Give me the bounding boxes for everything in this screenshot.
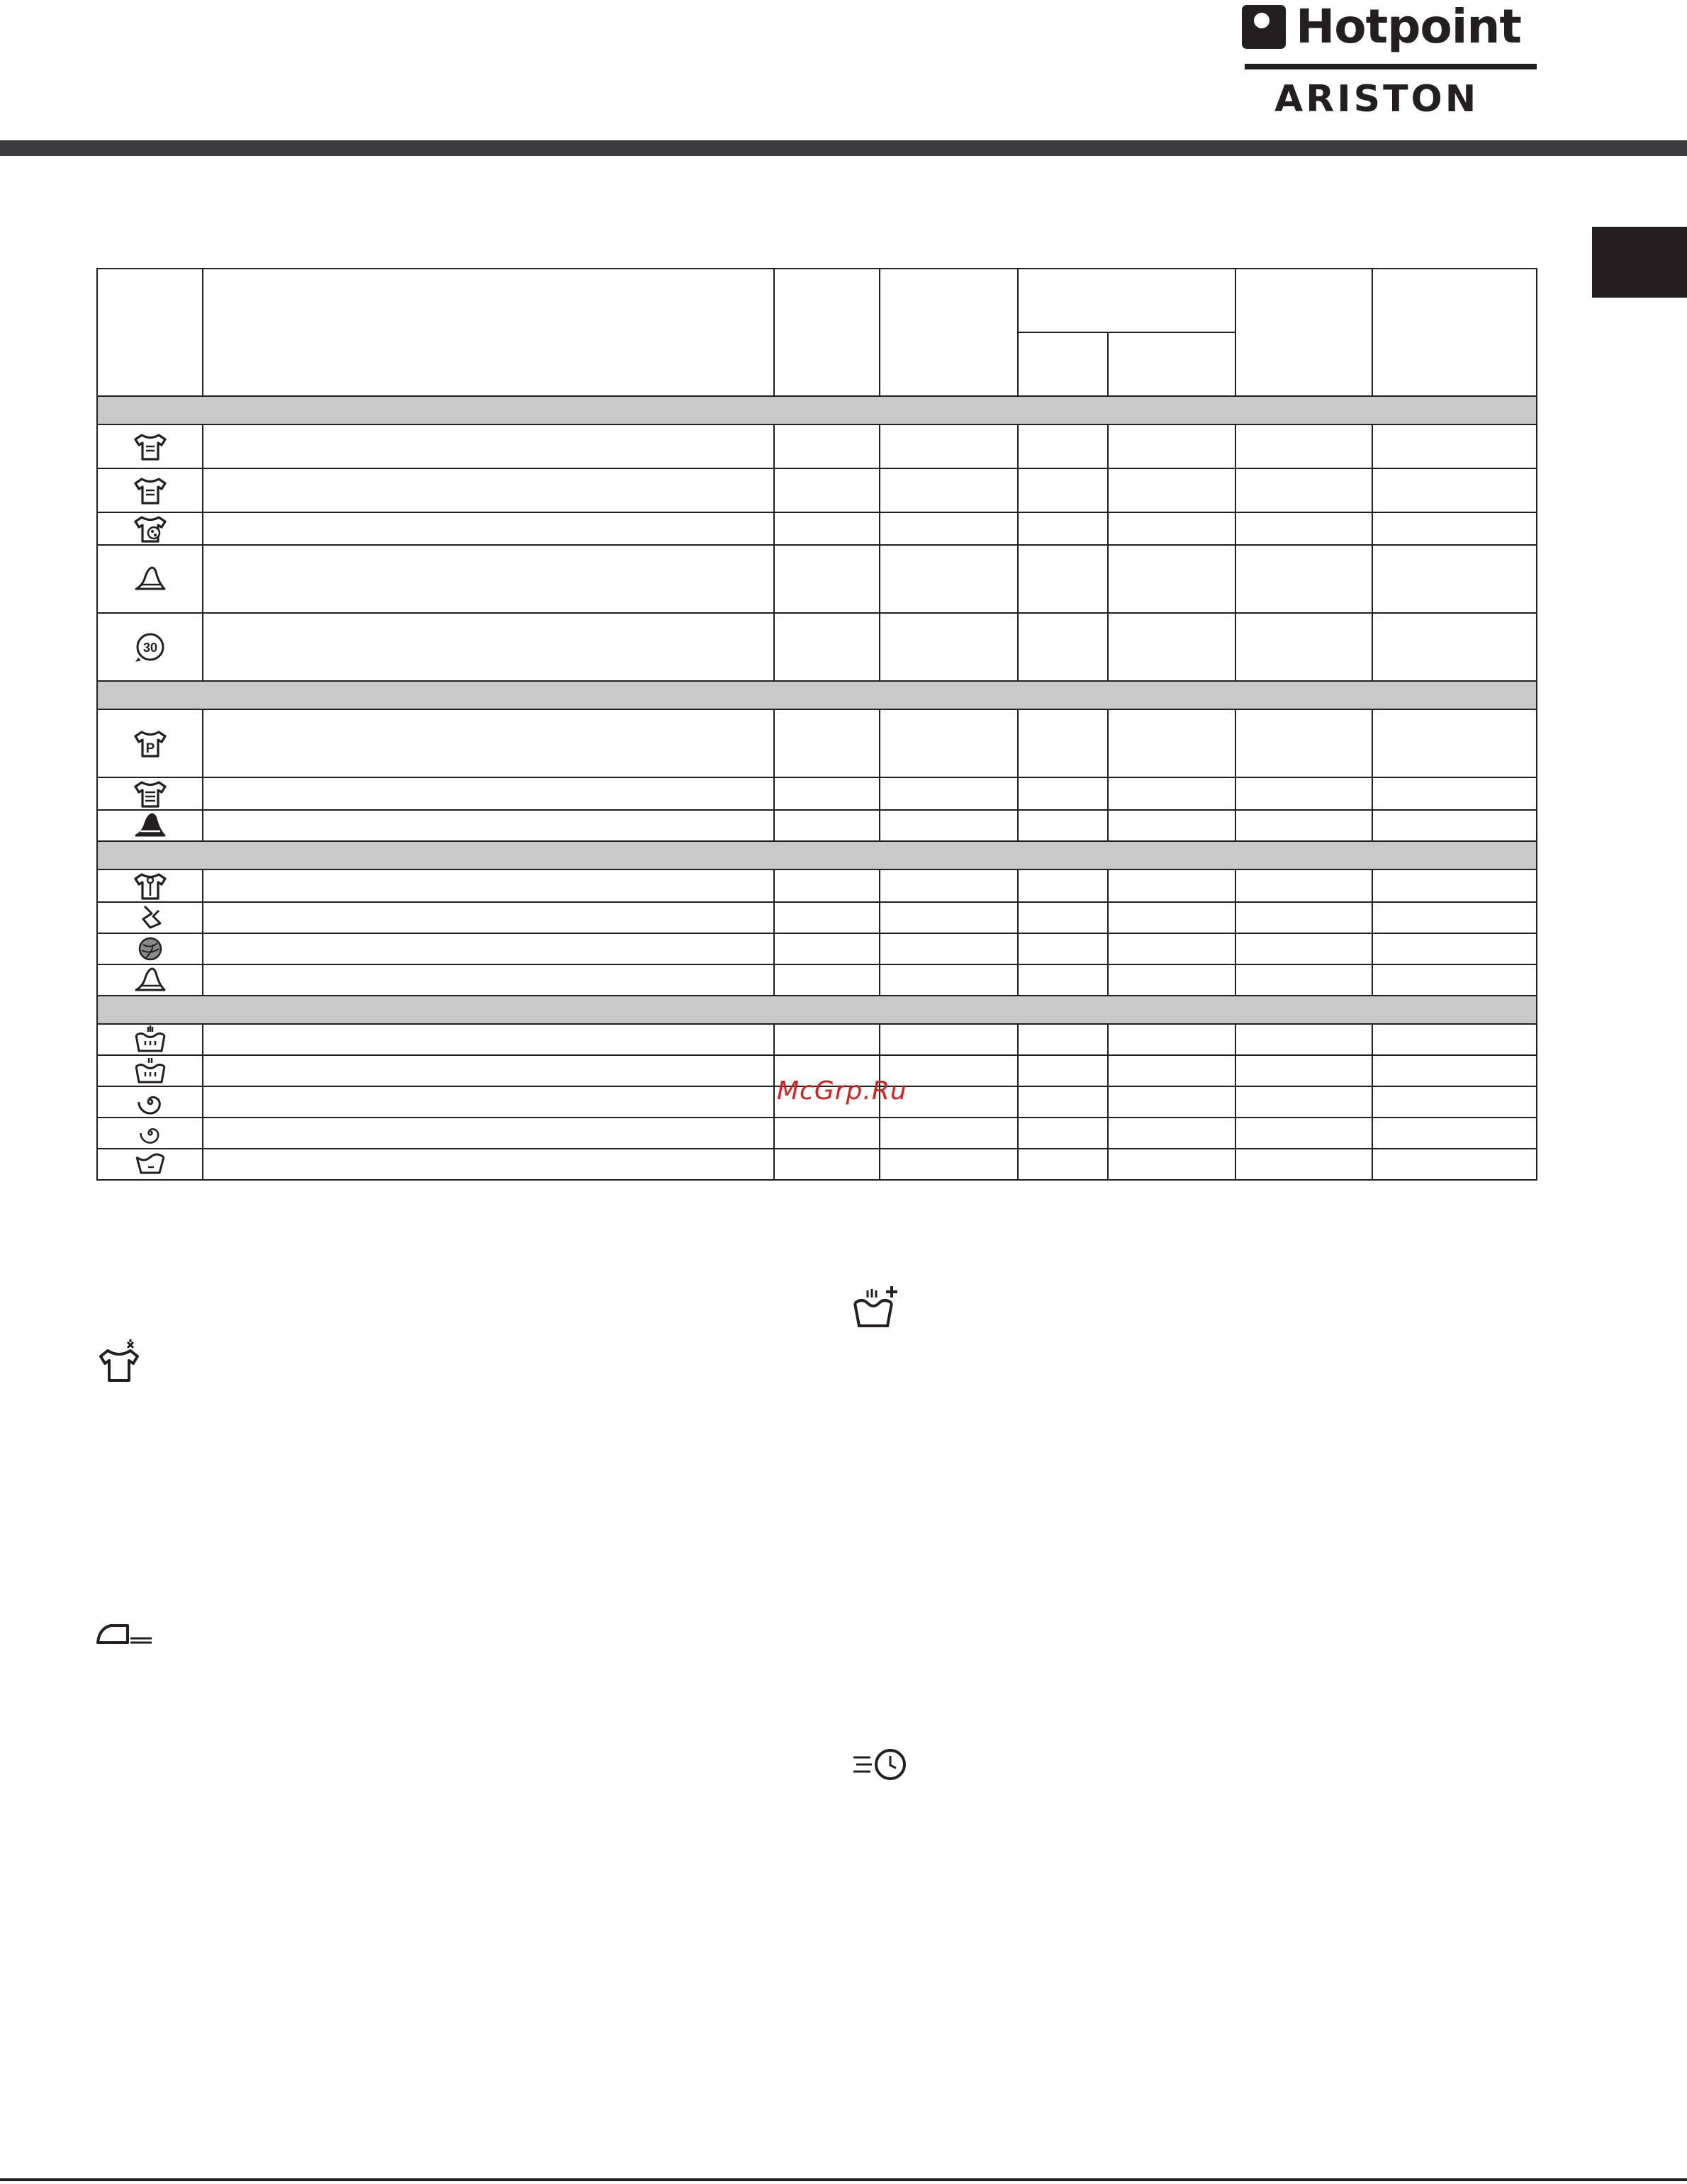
programme-icon-cell (97, 1055, 203, 1086)
section-header-3 (97, 841, 1537, 869)
table-cell (203, 810, 774, 841)
programme-icon-cell (97, 1024, 203, 1055)
table-row (97, 1149, 1537, 1180)
rinse-tub-light-icon (98, 1057, 202, 1085)
table-cell (1372, 613, 1537, 681)
synthetic-bell-dark-icon (98, 811, 202, 840)
rinse-tub-icon (98, 1025, 202, 1054)
table-cell (1235, 964, 1372, 996)
svg-text:30: 30 (142, 641, 157, 655)
table-cell (1372, 424, 1537, 468)
table-cell (203, 424, 774, 468)
header-cell (774, 269, 880, 396)
table-cell (1235, 613, 1372, 681)
table-cell (1372, 933, 1537, 964)
table-row (97, 709, 1537, 777)
table-cell (880, 964, 1018, 996)
table-cell (880, 777, 1018, 810)
table-cell (774, 468, 880, 512)
programme-icon-cell (97, 1118, 203, 1149)
table-cell (1018, 709, 1108, 777)
table-row (97, 613, 1537, 681)
table-cell (1018, 1149, 1108, 1180)
programme-icon-cell (97, 964, 203, 996)
table-cell (880, 1024, 1018, 1055)
table-cell (774, 810, 880, 841)
table-row (97, 1118, 1537, 1149)
spin-spiral-icon (98, 1088, 202, 1115)
svg-text:P: P (145, 741, 155, 756)
spin-spiral-small-icon (98, 1122, 202, 1144)
table-cell (203, 468, 774, 512)
table-cell (1235, 424, 1372, 468)
table-cell (1235, 1086, 1372, 1118)
table-cell (203, 869, 774, 902)
coloured-shirt-icon (98, 513, 202, 544)
brand-logo (1242, 0, 1537, 120)
delicates-icon (98, 904, 202, 932)
table-cell (203, 1118, 774, 1149)
table-cell (880, 869, 1018, 902)
table-cell (880, 709, 1018, 777)
table-cell (774, 1118, 880, 1149)
quick-30-icon (98, 631, 202, 663)
table-cell (1372, 964, 1537, 996)
table-cell (203, 709, 774, 777)
table-cell (880, 810, 1018, 841)
table-cell (1235, 709, 1372, 777)
table-cell (1018, 810, 1108, 841)
table-cell (1018, 902, 1108, 933)
table-cell (1018, 1024, 1108, 1055)
programme-icon-cell (97, 1149, 203, 1180)
section-header-cell (97, 841, 1537, 869)
table-row (97, 1024, 1537, 1055)
easy-iron-icon (95, 1621, 155, 1650)
table-cell (1235, 468, 1372, 512)
table-cell (1235, 1055, 1372, 1086)
table-cell (880, 545, 1018, 613)
cotton-shirt-icon (98, 431, 202, 462)
table-cell (1108, 869, 1235, 902)
brand-mark-icon (1242, 5, 1286, 49)
table-cell (203, 933, 774, 964)
table-cell (1108, 777, 1235, 810)
table-cell (1235, 1149, 1372, 1180)
table-cell (774, 613, 880, 681)
table-cell (203, 613, 774, 681)
programme-icon-cell (97, 468, 203, 512)
table-cell (1372, 1086, 1537, 1118)
table-cell (774, 964, 880, 996)
programme-icon-cell (97, 810, 203, 841)
table-cell (880, 1118, 1018, 1149)
section-header-1 (97, 396, 1537, 424)
table-cell (880, 1149, 1018, 1180)
table-cell (203, 1024, 774, 1055)
programmes-table (96, 268, 1537, 1181)
programme-icon-cell (97, 1086, 203, 1118)
table-cell (1108, 709, 1235, 777)
table-cell (1018, 424, 1108, 468)
header-cell (1018, 332, 1108, 396)
table-cell (1108, 613, 1235, 681)
table-cell (1018, 545, 1108, 613)
table-cell (880, 424, 1018, 468)
table-cell (1108, 545, 1235, 613)
cotton-shirt-icon (98, 475, 202, 506)
programme-icon-cell (97, 933, 203, 964)
table-cell (1372, 902, 1537, 933)
table-cell (1372, 545, 1537, 613)
table-cell (1108, 1086, 1235, 1118)
table-row (97, 902, 1537, 933)
table-cell (774, 545, 880, 613)
table-cell (1018, 933, 1108, 964)
table-cell (203, 1149, 774, 1180)
table-cell (774, 709, 880, 777)
table-cell (203, 964, 774, 996)
table-body (97, 396, 1537, 1180)
table-row (97, 545, 1537, 613)
brand-top (1242, 1, 1521, 52)
table-cell (1018, 964, 1108, 996)
table-cell (203, 902, 774, 933)
table-cell (1235, 777, 1372, 810)
table-cell (1235, 1024, 1372, 1055)
table-cell (880, 512, 1018, 545)
table-cell (774, 424, 880, 468)
table-cell (1108, 810, 1235, 841)
header-cell (1235, 269, 1372, 396)
table-row (97, 869, 1537, 902)
table-cell (1372, 1118, 1537, 1149)
header-cell (1108, 332, 1235, 396)
table-cell (1108, 468, 1235, 512)
table-row (97, 933, 1537, 964)
shirt-lines-icon (98, 778, 202, 809)
brand-divider (1245, 64, 1537, 69)
bell-outline-icon (98, 966, 202, 994)
table-cell (1372, 810, 1537, 841)
table-cell (1018, 468, 1108, 512)
table-cell (774, 933, 880, 964)
table-cell (774, 1149, 880, 1180)
shirt-flower-icon (98, 870, 202, 901)
table-cell (1372, 709, 1537, 777)
table-cell (1372, 1149, 1537, 1180)
table-cell (774, 869, 880, 902)
footer-rule (0, 2178, 1687, 2181)
table-row (97, 468, 1537, 512)
brand-name: Hotpoint (1296, 0, 1521, 54)
programme-icon-cell (97, 424, 203, 468)
table-row (97, 777, 1537, 810)
programme-icon-cell (97, 709, 203, 777)
header-cell (880, 269, 1018, 396)
table-cell (1108, 1055, 1235, 1086)
table-cell (1108, 424, 1235, 468)
programme-icon-cell (97, 902, 203, 933)
programme-icon-cell (97, 869, 203, 902)
table-row (97, 424, 1537, 468)
header-cell (97, 269, 203, 396)
shirt-p-icon (98, 728, 202, 759)
table-cell (1372, 777, 1537, 810)
table-cell (1018, 777, 1108, 810)
table-cell (1018, 1055, 1108, 1086)
header-bar (0, 140, 1687, 156)
table-cell (203, 1086, 774, 1118)
table-row (97, 964, 1537, 996)
table-cell (1018, 1118, 1108, 1149)
header-cell (1018, 269, 1235, 332)
table-cell (1372, 869, 1537, 902)
table-cell (1235, 902, 1372, 933)
delay-timer-icon (852, 1746, 912, 1786)
table-cell (1018, 613, 1108, 681)
table-cell (1372, 512, 1537, 545)
language-tab (1592, 227, 1687, 298)
table-cell (1108, 512, 1235, 545)
section-header-2 (97, 681, 1537, 709)
table-cell (203, 777, 774, 810)
programme-icon-cell (97, 777, 203, 810)
table-cell (203, 1055, 774, 1086)
table-cell (1235, 869, 1372, 902)
table-cell (774, 1024, 880, 1055)
table-cell (1235, 1118, 1372, 1149)
table-cell (203, 512, 774, 545)
table-row (97, 512, 1537, 545)
table-cell (1018, 512, 1108, 545)
extra-rinse-icon (851, 1286, 900, 1335)
table-cell (1235, 545, 1372, 613)
table-cell (1372, 1055, 1537, 1086)
table-cell (880, 902, 1018, 933)
programme-icon-cell (97, 545, 203, 613)
header-cell (1372, 269, 1537, 396)
section-header-4 (97, 996, 1537, 1024)
table-cell (1108, 964, 1235, 996)
table-cell (1108, 1024, 1235, 1055)
table-cell (880, 468, 1018, 512)
synthetic-bell-icon (98, 565, 202, 593)
header-cell (203, 269, 774, 396)
table-cell (1018, 869, 1108, 902)
table-cell (1108, 1118, 1235, 1149)
programme-icon-cell (97, 613, 203, 681)
table-cell (1235, 512, 1372, 545)
table-cell (1372, 468, 1537, 512)
section-header-cell (97, 996, 1537, 1024)
table-cell (1108, 1149, 1235, 1180)
section-header-cell (97, 396, 1537, 424)
table-cell (1235, 810, 1372, 841)
table-cell (774, 902, 880, 933)
table-cell (880, 933, 1018, 964)
brand-sub: ARISTON (1274, 78, 1479, 120)
stain-shirt-icon (98, 1339, 140, 1387)
table-cell (203, 545, 774, 613)
drain-icon (98, 1152, 202, 1177)
table-cell (774, 777, 880, 810)
table-cell (1018, 1086, 1108, 1118)
table-cell (774, 512, 880, 545)
wool-ball-icon (98, 935, 202, 963)
watermark: McGrp.Ru (777, 1076, 907, 1105)
table-cell (1108, 902, 1235, 933)
table-cell (880, 613, 1018, 681)
table-cell (1235, 933, 1372, 964)
table-row (97, 810, 1537, 841)
table-cell (1108, 933, 1235, 964)
programme-icon-cell (97, 512, 203, 545)
section-header-cell (97, 681, 1537, 709)
table-cell (1372, 1024, 1537, 1055)
